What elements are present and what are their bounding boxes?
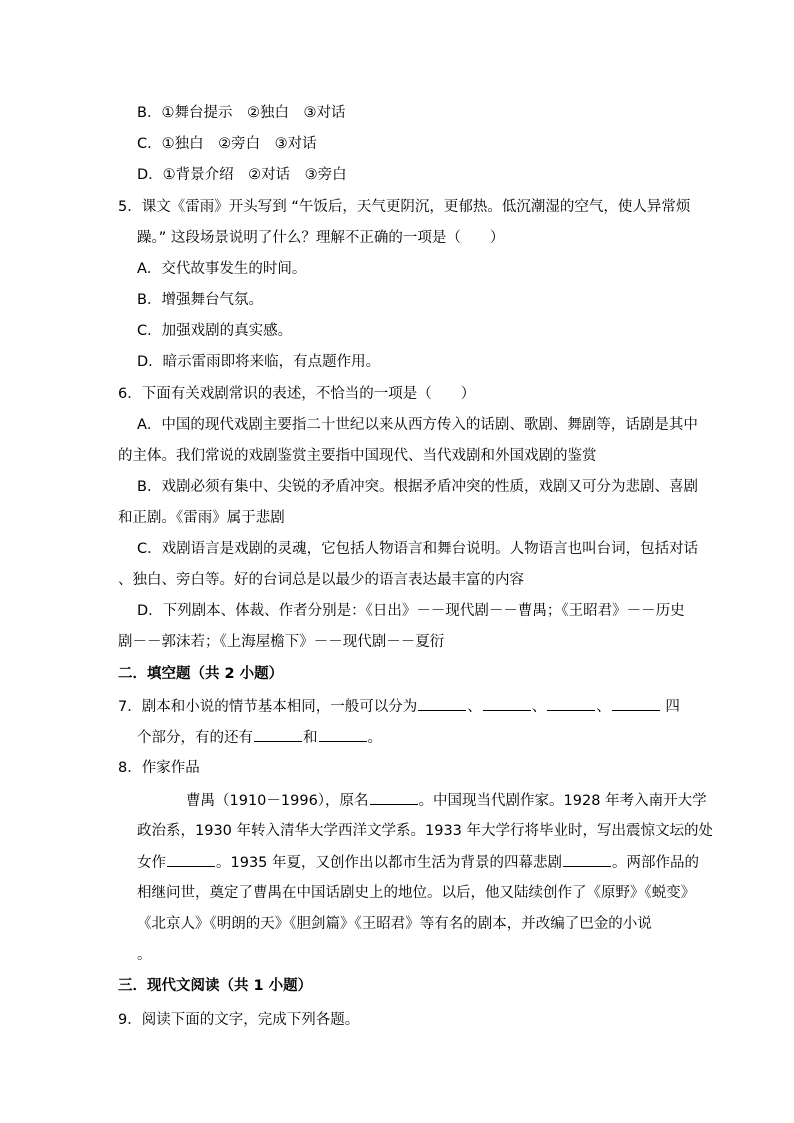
question-5-stem-cont: 躁。” 这段场景说明了什么？理解不正确的一项是（ ） [137,230,505,246]
period: 。 [367,730,382,746]
question-8-passage-line [186,790,707,811]
section-3-heading: 三．现代文阅读（共 1 小题） [118,978,313,994]
passage-text: 。两部作品的 [612,855,700,871]
blank-field[interactable] [254,727,302,742]
option-c-q6-cont: 、独白、旁白等。好的台词总是以最少的语言表达最丰富的内容 [118,572,524,588]
question-8-passage-line: 《北京人》《明朗的天》《胆剑篇》《王昭君》等有名的剧本，并改编了巴金的小说 [137,916,652,932]
blank-field[interactable] [547,696,595,711]
separator: 、 [596,699,611,715]
question-7-text: 7．剧本和小说的情节基本相同，一般可以分为 [118,699,418,715]
option-a-q5: A．交代故事发生的时间。 [137,261,307,277]
option-d-q4: D．①背景介绍 ②对话 ③旁白 [137,167,347,183]
option-c-q6: C．戏剧语言是戏剧的灵魂，它包括人物语言和舞台说明。人物语言也叫台词，包括对话 [137,541,699,557]
passage-text: 。中国现当代剧作家。1928 年考入南开大学 [418,793,707,809]
option-c-q4: C．①独白 ②旁白 ③对话 [137,136,317,152]
option-a-q6: A．中国的现代戏剧主要指二十世纪以来从西方传入的话剧、歌剧、舞剧等，话剧是其中 [137,417,698,433]
passage-text: 。1935 年夏，又创作出以都市生活为背景的四幕悲剧 [216,855,563,871]
question-5-stem: 5．课文《雷雨》开头写到 “午饭后，天气更阴沉，更郁热。低沉潮湿的空气，使人异常烦 [118,199,691,215]
option-a-q6-cont: 的主体。我们常说的戏剧鉴赏主要指中国现代、当代戏剧和外国戏剧的鉴赏 [118,448,597,464]
question-8-stem: 8．作家作品 [118,760,200,776]
blank-field[interactable] [612,696,660,711]
passage-text: 女作 [137,855,166,871]
option-b-q5: B．增强舞台气氛。 [137,292,263,308]
connector: 和 [303,730,318,746]
blank-field[interactable] [319,727,367,742]
option-d-q6-cont: 剧－－郭沫若；《上海屋檐下》－－现代剧－－夏衍 [118,634,445,650]
option-d-q5: D．暗示雷雨即将来临，有点题作用。 [137,354,381,370]
passage-text: 曹禺（1910－1996），原名 [186,793,369,809]
question-6-stem: 6．下面有关戏剧常识的表述，不恰当的一项是（ ） [118,386,476,402]
question-7-stem-cont [137,727,382,748]
separator: 、 [467,699,482,715]
question-7-text-cont: 个部分，有的还有 [137,730,253,746]
blank-field[interactable] [483,696,531,711]
question-8-passage-line [137,852,699,873]
question-8-passage-line: 。 [137,947,152,963]
question-7-tail: 四 [660,699,680,715]
question-7-stem [118,696,680,717]
question-8-passage-line: 政治系，1930 年转入清华大学西洋文学系。1933 年大学行将毕业时，写出震惊文坛的处 [137,823,714,839]
blank-field[interactable] [167,852,215,867]
blank-field[interactable] [370,790,418,805]
option-b-q6-cont: 和正剧。《雷雨》属于悲剧 [118,510,285,526]
section-2-heading: 二．填空题（共 2 小题） [118,666,284,682]
option-b-q4: B．①舞台提示 ②独白 ③对话 [137,105,346,121]
separator: 、 [531,699,547,715]
blank-field[interactable] [418,696,466,711]
blank-field[interactable] [563,852,611,867]
option-c-q5: C．加强戏剧的真实感。 [137,323,293,339]
question-8-passage-line: 相继问世，奠定了曹禺在中国话剧史上的地位。以后，他又陆续创作了《原野》《蜕变》 [137,885,696,901]
question-9-stem: 9．阅读下面的文字，完成下列各题。 [118,1012,360,1028]
option-b-q6: B．戏剧必须有集中、尖锐的矛盾冲突。根据矛盾冲突的性质，戏剧又可分为悲剧、喜剧 [137,479,698,495]
option-d-q6: D．下列剧本、体裁、作者分别是：《日出》－－现代剧－－曹禺；《王昭君》－－历史 [137,603,685,619]
